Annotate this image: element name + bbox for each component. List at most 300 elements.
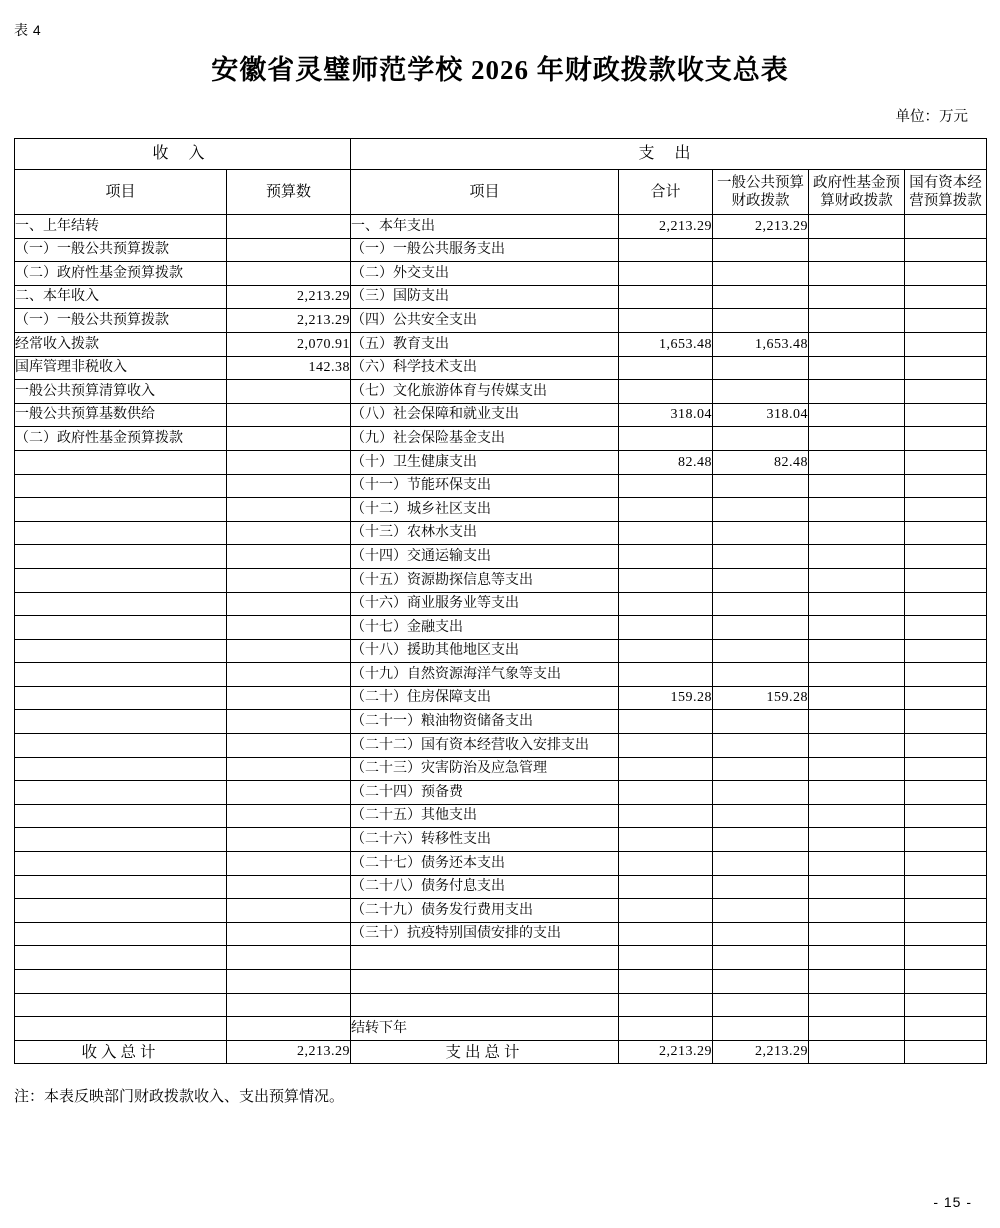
expense-total bbox=[619, 262, 713, 286]
expense-state-capital bbox=[905, 734, 987, 758]
expense-total bbox=[619, 545, 713, 569]
table-row bbox=[15, 568, 987, 592]
expense-state-capital bbox=[905, 380, 987, 404]
expense-general-public bbox=[713, 545, 809, 569]
expense-general-public: 82.48 bbox=[713, 450, 809, 474]
income-group-header: 收 入 bbox=[15, 139, 351, 170]
expense-total bbox=[619, 639, 713, 663]
table-group-header-row bbox=[15, 139, 987, 170]
expense-state-capital bbox=[905, 757, 987, 781]
expense-item bbox=[351, 970, 619, 994]
expense-total bbox=[619, 592, 713, 616]
income-item bbox=[15, 781, 227, 805]
expense-item: （十三）农林水支出 bbox=[351, 521, 619, 545]
expense-total bbox=[619, 993, 713, 1017]
income-value: 142.38 bbox=[227, 356, 351, 380]
expense-group-header: 支 出 bbox=[351, 139, 987, 170]
expense-state-capital bbox=[905, 215, 987, 239]
expense-general-public bbox=[713, 474, 809, 498]
expense-total bbox=[619, 616, 713, 640]
expense-state-capital bbox=[905, 663, 987, 687]
expense-gov-fund bbox=[809, 332, 905, 356]
expense-gov-fund bbox=[809, 616, 905, 640]
col-expense-item: 项目 bbox=[351, 170, 619, 215]
income-value bbox=[227, 427, 351, 451]
income-value bbox=[227, 946, 351, 970]
income-value bbox=[227, 970, 351, 994]
expense-item: （二十八）债务付息支出 bbox=[351, 875, 619, 899]
expense-state-capital bbox=[905, 498, 987, 522]
income-value bbox=[227, 498, 351, 522]
expense-general-public: 318.04 bbox=[713, 403, 809, 427]
income-item bbox=[15, 450, 227, 474]
expense-general-public bbox=[713, 1017, 809, 1041]
expense-gov-fund bbox=[809, 970, 905, 994]
expense-item: （二十九）债务发行费用支出 bbox=[351, 899, 619, 923]
expense-state-capital bbox=[905, 946, 987, 970]
expense-general-public bbox=[713, 309, 809, 333]
expense-state-capital bbox=[905, 922, 987, 946]
expense-gov-fund bbox=[809, 639, 905, 663]
expense-total bbox=[619, 1017, 713, 1041]
expense-general-public bbox=[713, 875, 809, 899]
expense-state-capital bbox=[905, 356, 987, 380]
table-row bbox=[15, 450, 987, 474]
income-item bbox=[15, 899, 227, 923]
expense-state-capital bbox=[905, 686, 987, 710]
income-value bbox=[227, 828, 351, 852]
expense-total bbox=[619, 498, 713, 522]
income-value bbox=[227, 545, 351, 569]
income-item: （二）政府性基金预算拨款 bbox=[15, 262, 227, 286]
col-income-item: 项目 bbox=[15, 170, 227, 215]
table-row bbox=[15, 946, 987, 970]
income-item bbox=[15, 663, 227, 687]
table-row bbox=[15, 875, 987, 899]
expense-state-capital bbox=[905, 332, 987, 356]
expense-general-public bbox=[713, 498, 809, 522]
income-value bbox=[227, 734, 351, 758]
expense-state-capital bbox=[905, 1017, 987, 1041]
income-total-value: 2,213.29 bbox=[227, 1040, 351, 1064]
expense-gov-fund bbox=[809, 734, 905, 758]
income-item bbox=[15, 922, 227, 946]
expense-general-public bbox=[713, 592, 809, 616]
income-item bbox=[15, 592, 227, 616]
expense-state-capital bbox=[905, 568, 987, 592]
expense-item: （五）教育支出 bbox=[351, 332, 619, 356]
expense-gov-fund bbox=[809, 993, 905, 1017]
expense-total bbox=[619, 852, 713, 876]
expense-gov-fund bbox=[809, 309, 905, 333]
table-column-header-row bbox=[15, 170, 987, 215]
income-value bbox=[227, 568, 351, 592]
income-value bbox=[227, 215, 351, 239]
expense-item: （十六）商业服务业等支出 bbox=[351, 592, 619, 616]
expense-general-public bbox=[713, 616, 809, 640]
income-total-label: 收入总计 bbox=[15, 1040, 227, 1064]
income-item bbox=[15, 1017, 227, 1041]
expense-state-capital bbox=[905, 238, 987, 262]
expense-general-public bbox=[713, 781, 809, 805]
expense-gov-fund bbox=[809, 356, 905, 380]
table-row bbox=[15, 639, 987, 663]
income-item: 经常收入拨款 bbox=[15, 332, 227, 356]
expense-state-capital bbox=[905, 804, 987, 828]
expense-general-public bbox=[713, 427, 809, 451]
expense-total bbox=[619, 568, 713, 592]
expense-gov-fund bbox=[809, 946, 905, 970]
expense-state-capital bbox=[905, 592, 987, 616]
income-value bbox=[227, 403, 351, 427]
expense-gov-fund bbox=[809, 899, 905, 923]
income-item bbox=[15, 710, 227, 734]
income-item bbox=[15, 804, 227, 828]
table-row bbox=[15, 899, 987, 923]
expense-item: （七）文化旅游体育与传媒支出 bbox=[351, 380, 619, 404]
expense-state-capital bbox=[905, 262, 987, 286]
expense-total bbox=[619, 946, 713, 970]
expense-item: （十七）金融支出 bbox=[351, 616, 619, 640]
income-item bbox=[15, 568, 227, 592]
col-total: 合计 bbox=[619, 170, 713, 215]
expense-item bbox=[351, 993, 619, 1017]
income-item bbox=[15, 757, 227, 781]
expense-general-public bbox=[713, 852, 809, 876]
expense-total-state-capital bbox=[905, 1040, 987, 1064]
expense-general-public bbox=[713, 804, 809, 828]
expense-state-capital bbox=[905, 521, 987, 545]
income-value bbox=[227, 875, 351, 899]
expense-general-public bbox=[713, 380, 809, 404]
expense-total bbox=[619, 521, 713, 545]
income-value bbox=[227, 639, 351, 663]
expense-item: （八）社会保障和就业支出 bbox=[351, 403, 619, 427]
table-row bbox=[15, 380, 987, 404]
expense-item: （二十二）国有资本经营收入安排支出 bbox=[351, 734, 619, 758]
expense-state-capital bbox=[905, 993, 987, 1017]
table-note: 注：本表反映部门财政拨款收入、支出预算情况。 bbox=[14, 1088, 345, 1105]
expense-general-public bbox=[713, 521, 809, 545]
expense-item bbox=[351, 946, 619, 970]
income-item: （一）一般公共预算拨款 bbox=[15, 309, 227, 333]
expense-total-value: 2,213.29 bbox=[619, 1040, 713, 1064]
expense-total bbox=[619, 970, 713, 994]
expense-state-capital bbox=[905, 852, 987, 876]
expense-total: 2,213.29 bbox=[619, 215, 713, 239]
expense-state-capital bbox=[905, 899, 987, 923]
expense-gov-fund bbox=[809, 592, 905, 616]
table-row bbox=[15, 498, 987, 522]
income-value bbox=[227, 238, 351, 262]
income-item bbox=[15, 498, 227, 522]
income-value bbox=[227, 899, 351, 923]
expense-item: 一、本年支出 bbox=[351, 215, 619, 239]
income-value bbox=[227, 616, 351, 640]
expense-general-public bbox=[713, 262, 809, 286]
expense-total bbox=[619, 356, 713, 380]
table-row bbox=[15, 215, 987, 239]
expense-total bbox=[619, 804, 713, 828]
expense-item: （三）国防支出 bbox=[351, 285, 619, 309]
expense-general-public bbox=[713, 828, 809, 852]
expense-state-capital bbox=[905, 828, 987, 852]
expense-state-capital bbox=[905, 781, 987, 805]
expense-state-capital bbox=[905, 450, 987, 474]
col-state-capital-budget: 国有资本经营预算拨款 bbox=[905, 170, 987, 215]
expense-gov-fund bbox=[809, 757, 905, 781]
expense-item: （二）外交支出 bbox=[351, 262, 619, 286]
expense-general-public bbox=[713, 285, 809, 309]
income-item: （二）政府性基金预算拨款 bbox=[15, 427, 227, 451]
expense-gov-fund bbox=[809, 922, 905, 946]
expense-general-public bbox=[713, 757, 809, 781]
income-value: 2,213.29 bbox=[227, 285, 351, 309]
income-item: 一、上年结转 bbox=[15, 215, 227, 239]
expense-total: 1,653.48 bbox=[619, 332, 713, 356]
income-item bbox=[15, 639, 227, 663]
table-row bbox=[15, 262, 987, 286]
expense-gov-fund bbox=[809, 828, 905, 852]
expense-item: （二十五）其他支出 bbox=[351, 804, 619, 828]
table-row bbox=[15, 238, 987, 262]
expense-general-public: 2,213.29 bbox=[713, 215, 809, 239]
expense-total bbox=[619, 828, 713, 852]
income-value: 2,070.91 bbox=[227, 332, 351, 356]
table-row bbox=[15, 993, 987, 1017]
expense-item: （十五）资源勘探信息等支出 bbox=[351, 568, 619, 592]
income-value bbox=[227, 922, 351, 946]
expense-total bbox=[619, 380, 713, 404]
col-income-budget: 预算数 bbox=[227, 170, 351, 215]
table-row bbox=[15, 521, 987, 545]
expense-gov-fund bbox=[809, 568, 905, 592]
expense-state-capital bbox=[905, 639, 987, 663]
expense-item: （十四）交通运输支出 bbox=[351, 545, 619, 569]
table-row bbox=[15, 710, 987, 734]
budget-table bbox=[14, 138, 987, 1064]
expense-item: （二十四）预备费 bbox=[351, 781, 619, 805]
income-value bbox=[227, 262, 351, 286]
table-row bbox=[15, 474, 987, 498]
expense-gov-fund bbox=[809, 875, 905, 899]
page-title: 安徽省灵璧师范学校 2026 年财政拨款收支总表 bbox=[211, 55, 789, 85]
expense-general-public bbox=[713, 734, 809, 758]
col-gov-fund-budget: 政府性基金预算财政拨款 bbox=[809, 170, 905, 215]
expense-general-public bbox=[713, 946, 809, 970]
income-item: 一般公共预算基数供给 bbox=[15, 403, 227, 427]
page-number: - 15 - bbox=[933, 1194, 972, 1210]
expense-gov-fund bbox=[809, 215, 905, 239]
income-item bbox=[15, 521, 227, 545]
expense-general-public bbox=[713, 568, 809, 592]
expense-general-public: 159.28 bbox=[713, 686, 809, 710]
expense-general-public bbox=[713, 899, 809, 923]
table-total-row bbox=[15, 1040, 987, 1064]
income-value bbox=[227, 757, 351, 781]
expense-general-public bbox=[713, 639, 809, 663]
income-item: 二、本年收入 bbox=[15, 285, 227, 309]
expense-item: 结转下年 bbox=[351, 1017, 619, 1041]
table-row bbox=[15, 828, 987, 852]
expense-gov-fund bbox=[809, 852, 905, 876]
expense-total bbox=[619, 238, 713, 262]
income-item bbox=[15, 734, 227, 758]
table-row bbox=[15, 309, 987, 333]
expense-state-capital bbox=[905, 970, 987, 994]
expense-item: （十二）城乡社区支出 bbox=[351, 498, 619, 522]
expense-item: （十九）自然资源海洋气象等支出 bbox=[351, 663, 619, 687]
expense-total: 82.48 bbox=[619, 450, 713, 474]
expense-general-public bbox=[713, 922, 809, 946]
income-value bbox=[227, 686, 351, 710]
expense-total-general-public: 2,213.29 bbox=[713, 1040, 809, 1064]
expense-total bbox=[619, 309, 713, 333]
expense-general-public bbox=[713, 356, 809, 380]
income-value bbox=[227, 804, 351, 828]
income-item bbox=[15, 828, 227, 852]
expense-general-public bbox=[713, 710, 809, 734]
expense-total: 159.28 bbox=[619, 686, 713, 710]
income-value bbox=[227, 380, 351, 404]
expense-gov-fund bbox=[809, 403, 905, 427]
income-item bbox=[15, 474, 227, 498]
table-row bbox=[15, 852, 987, 876]
income-item bbox=[15, 993, 227, 1017]
table-row bbox=[15, 403, 987, 427]
expense-item: （二十一）粮油物资储备支出 bbox=[351, 710, 619, 734]
expense-gov-fund bbox=[809, 1017, 905, 1041]
income-value: 2,213.29 bbox=[227, 309, 351, 333]
expense-state-capital bbox=[905, 474, 987, 498]
table-row bbox=[15, 616, 987, 640]
expense-gov-fund bbox=[809, 285, 905, 309]
table-row bbox=[15, 804, 987, 828]
expense-item: （二十六）转移性支出 bbox=[351, 828, 619, 852]
income-value bbox=[227, 450, 351, 474]
expense-gov-fund bbox=[809, 262, 905, 286]
income-value bbox=[227, 592, 351, 616]
expense-total bbox=[619, 781, 713, 805]
expense-gov-fund bbox=[809, 545, 905, 569]
income-item: 一般公共预算清算收入 bbox=[15, 380, 227, 404]
expense-gov-fund bbox=[809, 450, 905, 474]
expense-state-capital bbox=[905, 403, 987, 427]
table-row bbox=[15, 332, 987, 356]
income-value bbox=[227, 710, 351, 734]
income-item bbox=[15, 686, 227, 710]
expense-gov-fund bbox=[809, 380, 905, 404]
expense-total bbox=[619, 875, 713, 899]
expense-item: （二十）住房保障支出 bbox=[351, 686, 619, 710]
expense-total bbox=[619, 922, 713, 946]
income-item: 国库管理非税收入 bbox=[15, 356, 227, 380]
income-item bbox=[15, 852, 227, 876]
expense-gov-fund bbox=[809, 521, 905, 545]
income-value bbox=[227, 993, 351, 1017]
expense-total-label: 支出总计 bbox=[351, 1040, 619, 1064]
income-value bbox=[227, 474, 351, 498]
expense-state-capital bbox=[905, 309, 987, 333]
table-row bbox=[15, 285, 987, 309]
expense-item: （二十七）债务还本支出 bbox=[351, 852, 619, 876]
expense-gov-fund bbox=[809, 238, 905, 262]
expense-item: （二十三）灾害防治及应急管理 bbox=[351, 757, 619, 781]
expense-state-capital bbox=[905, 427, 987, 451]
expense-item: （十八）援助其他地区支出 bbox=[351, 639, 619, 663]
income-value bbox=[227, 781, 351, 805]
income-item bbox=[15, 946, 227, 970]
expense-total bbox=[619, 757, 713, 781]
expense-gov-fund bbox=[809, 710, 905, 734]
expense-total-gov-fund bbox=[809, 1040, 905, 1064]
unit-label: 单位：万元 bbox=[895, 109, 968, 125]
expense-state-capital bbox=[905, 545, 987, 569]
expense-item: （六）科学技术支出 bbox=[351, 356, 619, 380]
table-row bbox=[15, 922, 987, 946]
table-row bbox=[15, 356, 987, 380]
table-row bbox=[15, 663, 987, 687]
expense-total bbox=[619, 734, 713, 758]
table-row bbox=[15, 781, 987, 805]
expense-total bbox=[619, 899, 713, 923]
expense-state-capital bbox=[905, 285, 987, 309]
expense-total bbox=[619, 427, 713, 451]
expense-state-capital bbox=[905, 616, 987, 640]
expense-general-public bbox=[713, 970, 809, 994]
expense-gov-fund bbox=[809, 686, 905, 710]
table-row bbox=[15, 592, 987, 616]
income-value bbox=[227, 521, 351, 545]
income-value bbox=[227, 852, 351, 876]
table-row bbox=[15, 757, 987, 781]
income-item bbox=[15, 970, 227, 994]
expense-general-public: 1,653.48 bbox=[713, 332, 809, 356]
table-row bbox=[15, 1017, 987, 1041]
expense-gov-fund bbox=[809, 498, 905, 522]
col-general-public-budget: 一般公共预算财政拨款 bbox=[713, 170, 809, 215]
expense-general-public bbox=[713, 993, 809, 1017]
income-item bbox=[15, 875, 227, 899]
expense-total: 318.04 bbox=[619, 403, 713, 427]
expense-total bbox=[619, 663, 713, 687]
expense-item: （一）一般公共服务支出 bbox=[351, 238, 619, 262]
table-row bbox=[15, 970, 987, 994]
expense-item: （四）公共安全支出 bbox=[351, 309, 619, 333]
income-item bbox=[15, 545, 227, 569]
expense-general-public bbox=[713, 238, 809, 262]
sheet-label: 表 4 bbox=[14, 22, 42, 38]
expense-total bbox=[619, 285, 713, 309]
table-row bbox=[15, 545, 987, 569]
expense-item: （十一）节能环保支出 bbox=[351, 474, 619, 498]
income-value bbox=[227, 663, 351, 687]
expense-gov-fund bbox=[809, 781, 905, 805]
income-item: （一）一般公共预算拨款 bbox=[15, 238, 227, 262]
table-row bbox=[15, 734, 987, 758]
expense-item: （三十）抗疫特别国债安排的支出 bbox=[351, 922, 619, 946]
expense-total bbox=[619, 474, 713, 498]
income-value bbox=[227, 1017, 351, 1041]
expense-general-public bbox=[713, 663, 809, 687]
income-item bbox=[15, 616, 227, 640]
expense-gov-fund bbox=[809, 474, 905, 498]
expense-item: （九）社会保险基金支出 bbox=[351, 427, 619, 451]
expense-gov-fund bbox=[809, 427, 905, 451]
expense-state-capital bbox=[905, 710, 987, 734]
table-row bbox=[15, 686, 987, 710]
expense-state-capital bbox=[905, 875, 987, 899]
